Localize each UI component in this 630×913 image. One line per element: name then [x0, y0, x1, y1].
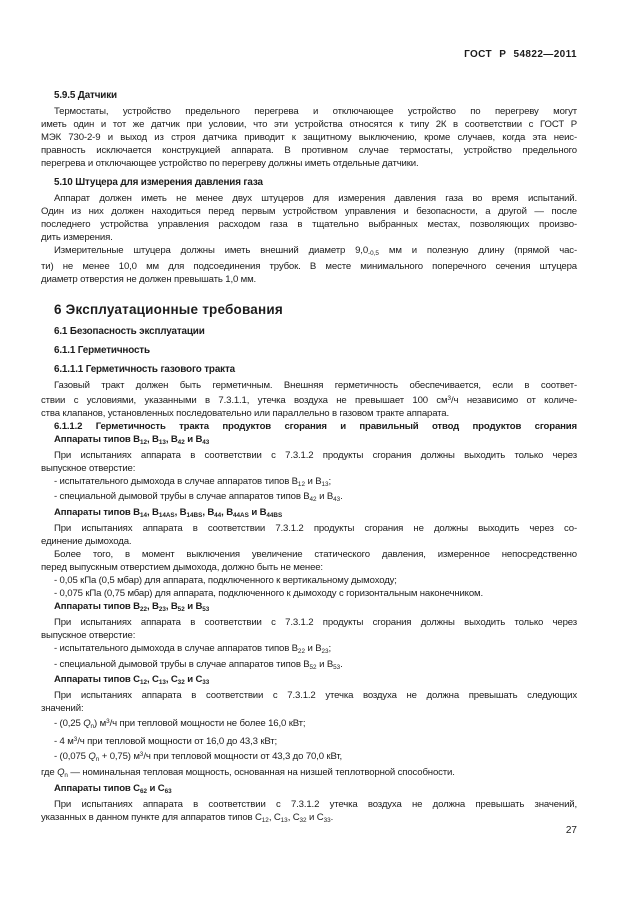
paragraph-line: Измерительные штуцера должны иметь внешний диаметр $9,0_{-0,5}$ мм и полезную длину (прямой час- [54, 245, 577, 257]
list-item-line: - 0,05 кПа (0,5 мбар) для аппарата, подключенного к вертикальному дымоходу; [54, 574, 397, 586]
paragraph [41, 616, 577, 642]
page-number: 27 [565, 825, 577, 836]
text-line: где $Q_n$ — номинальная тепловая мощность, основанная на низшей теплотворной способности. [41, 767, 455, 779]
type-subheading: 6.1.1.2 Герметичность тракта продуктов сгорания и правильный отвод продуктов сгорания [54, 420, 577, 432]
paragraph-line: При испытаниях аппарата в соответствии 7.3.1.2 продукты сгорания не должны выходить через со- [54, 522, 577, 534]
paragraph-line: При испытаниях аппарата в соответствии с 7.3.1.2 утечка воздуха не должна превышать значений, [54, 798, 577, 810]
section-heading: 5.9.5 Датчики [54, 90, 117, 101]
list-item-line: - испытательного дымохода в случае аппаратов типов $В_{12}$ и $В_{13}$; [54, 475, 332, 488]
paragraph-line: последнего устройства управления расходом газа в тщательно выбранных местах, позволяющих произво- [41, 219, 577, 230]
list-item-line: - специальной дымовой трубы в случае аппаратов типов $В_{52}$ и $В_{53}$. [54, 658, 343, 671]
section-heading: 5.10 Штуцера для измерения давления газа [54, 177, 263, 188]
paragraph-line: Более того, в момент выключения увеличение статического давления, измеренное непосредственно [54, 548, 577, 560]
list-item-line: - (0,25 $Q_n$) $м^3/ч$ при тепловой мощности не более 16,0 кВт; [54, 718, 306, 730]
document-content [41, 83, 577, 826]
paragraph [41, 522, 577, 548]
paragraph [41, 192, 577, 244]
paragraph-line: значений: [41, 703, 84, 715]
list-item-line: - 0,075 кПа (0,75 мбар) для аппарата, подключенного к дымоходу с горизонтальным наконечником. [54, 587, 483, 599]
paragraph [41, 689, 577, 715]
paragraph-line: указанных в данном пункте для аппаратов типов $С_{12}$, $С_{13}$, $С_{32}$ и $С_{33}$. [41, 811, 334, 824]
paragraph-line: ти) не менее 10,0 мм для подсоединения трубок. В месте минимального поперечного сечения штуцера [41, 260, 577, 272]
paragraph [41, 548, 577, 574]
paragraph-line: ства клапанов, установленных последовательно или параллельно в газовом тракте аппарата. [41, 407, 450, 419]
paragraph-line: единение дымохода. [41, 535, 132, 547]
paragraph-line: правность исключается конструкцией аппарата. В противном случае термостаты, устройство предельного [41, 145, 577, 156]
paragraph-line: При испытаниях аппарата в соответствии с 7.3.1.2 утечка воздуха не должна превышать следующих [54, 690, 577, 702]
type-subheading: Аппараты типов $В_{22}$, $В_{23}$, $В_{52}$ и $В_{53}$ [54, 600, 210, 613]
paragraph-line: дить измерения. [41, 232, 113, 243]
paragraph-line: выпускное отверстие: [41, 629, 136, 641]
type-subheading: Аппараты типов $В_{12}$, $В_{13}$, $В_{42}$ и $В_{43}$ [54, 433, 210, 446]
paragraph [41, 244, 577, 286]
type-subheading: Аппараты типов $С_{62}$ и $С_{63}$ [54, 782, 172, 795]
paragraph-line: выпускное отверстие: [41, 462, 136, 474]
paragraph-line: диаметр отверстия не должен превышать 1,0 мм. [41, 273, 257, 285]
paragraph-line: МЭК 730-2-9 и выход из строя датчика приводит к защитному выключению, кроме случаев, когда эта неис- [41, 132, 577, 143]
list-item-line: - испытательного дымохода в случае аппаратов типов $В_{22}$ и $В_{23}$; [54, 642, 332, 655]
running-header: ГОСТ Р 54822—2011 [464, 49, 577, 60]
paragraph-line: При испытаниях аппарата в соответствии с 7.3.1.2 продукты сгорания должны выходить только через [54, 616, 577, 628]
paragraph-line: Один из них должен находиться перед первым устройством управления и безопасности, а другой — после [41, 206, 577, 217]
section-heading: 6.1 Безопасность эксплуатации [54, 325, 205, 337]
list-item-line: - (0,075 $Q_n + 0,75$) $м^3/ч$ при тепловой мощности от 43,3 до 70,0 кВт, [54, 751, 343, 764]
section-heading: 6.1.1 Герметичность [54, 344, 150, 356]
section-heading: 6.1.1.1 Герметичность газового тракта [54, 363, 235, 375]
list-item-line: - 4 $м^3/ч$ при тепловой мощности от 16,0 до 43,3 кВт; [54, 735, 278, 748]
chapter-heading: 6 Эксплуатационные требования [54, 301, 283, 317]
paragraph-line: Термостаты, устройство предельного перегрева и отключающее устройство по перегреву могут [54, 106, 577, 117]
list-item-line: - специальной дымовой трубы в случае аппаратов типов $В_{42}$ и $В_{43}$. [54, 491, 343, 504]
paragraph-line: Газовый тракт должен быть герметичным. Внешняя герметичность обеспечивается, если в соответ- [54, 379, 577, 391]
paragraph [41, 379, 577, 420]
paragraph [41, 449, 577, 475]
type-subheading: Аппараты типов $С_{12}$, $С_{13}$, $С_{32}$ и $С_{33}$ [54, 674, 210, 687]
paragraph [41, 798, 577, 827]
paragraph-line: Аппарат должен иметь не менее двух штуцеров для измерения давления газа во время испытаний. [54, 193, 577, 204]
paragraph-line: иметь один и тот же датчик при условии, что эти устройства относятся к типу 2К в соответствии с ГОСТ Р [41, 119, 577, 130]
paragraph [41, 105, 577, 170]
paragraph-line: перегрева и отключающее устройство по перегреву должны иметь отдельные датчики. [41, 158, 419, 169]
paragraph-line: ствии с условиями, указанными в 7.3.1.1, утечка воздуха не превышает 100 $см^3/ч$ независимо от количе- [41, 394, 578, 406]
type-subheading: Аппараты типов $В_{14}$, $В_{14AS}$, $В_{14BS}$, $В_{44}$, $В_{44AS}$ и $В_{44BS}$ [54, 507, 283, 519]
paragraph-line: При испытаниях аппарата в соответствии с 7.3.1.2 продукты сгорания должны выходить только через [54, 449, 577, 461]
paragraph-line: перед выпускным отверстием дымохода, должно быть не менее: [41, 561, 323, 573]
